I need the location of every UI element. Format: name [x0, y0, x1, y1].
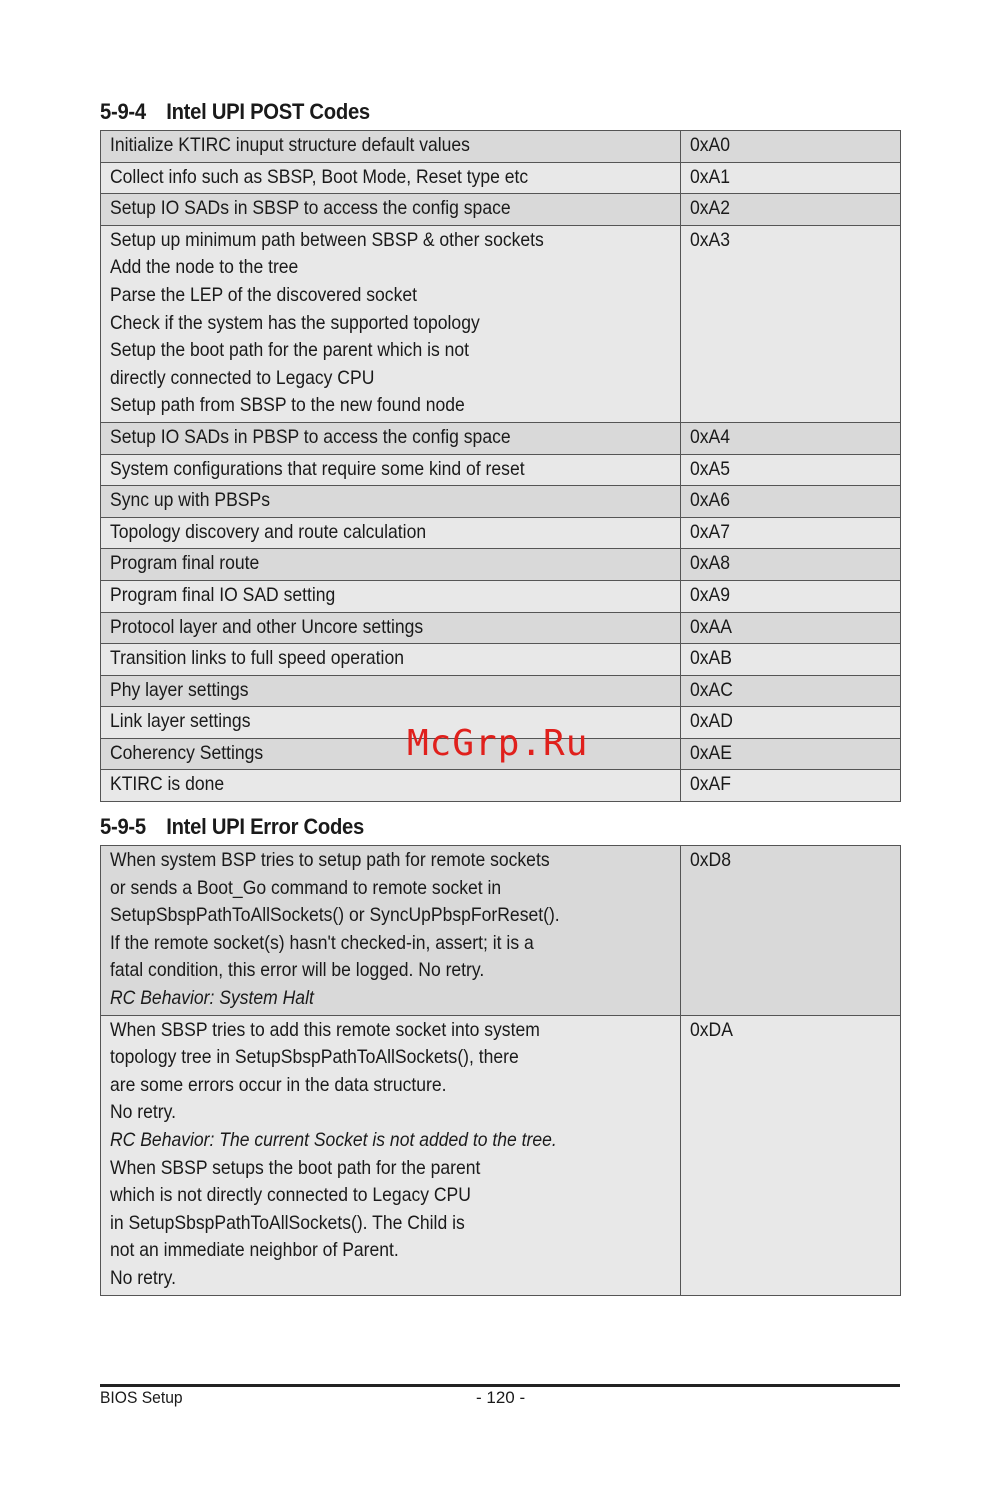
table-row — [101, 131, 901, 163]
table-row — [101, 675, 901, 707]
description-cell — [101, 1015, 681, 1295]
post-codes-table — [100, 130, 901, 802]
description-line: are some errors occur in the data structure. — [110, 1073, 447, 1096]
description-cell — [101, 770, 681, 802]
description-line: Setup IO SADs in PBSP to access the config space — [110, 425, 511, 448]
page-number: - 120 - — [476, 1388, 526, 1407]
table-row — [101, 517, 901, 549]
table-row — [101, 162, 901, 194]
description-line: not an immediate neighbor of Parent. — [110, 1239, 399, 1262]
table-row — [101, 644, 901, 676]
post-code-value: 0xAE — [690, 741, 732, 764]
description-cell — [101, 422, 681, 454]
description-line: Setup path from SBSP to the new found node — [110, 394, 465, 417]
footer-section-name: BIOS Setup — [100, 1388, 183, 1407]
post-code-value: 0xAA — [690, 615, 732, 638]
description-line: RC Behavior: System Halt — [110, 986, 314, 1009]
description-cell — [101, 675, 681, 707]
description-line: Collect info such as SBSP, Boot Mode, Reset type etc — [110, 165, 529, 188]
description-line: Phy layer settings — [110, 678, 249, 701]
code-cell — [681, 644, 901, 676]
footer-divider — [100, 1384, 900, 1387]
description-line: Initialize KTIRC inuput structure default values — [110, 134, 470, 156]
code-cell — [681, 162, 901, 194]
code-cell — [681, 131, 901, 163]
post-code-value: 0xAC — [690, 678, 733, 701]
description-line: Program final IO SAD setting — [110, 583, 336, 606]
description-line: or sends a Boot_Go command to remote socket in — [110, 876, 502, 899]
code-cell — [681, 422, 901, 454]
post-codes-body — [101, 131, 901, 802]
code-cell — [681, 549, 901, 581]
code-cell — [681, 1015, 901, 1295]
table-row — [101, 194, 901, 226]
code-cell — [681, 738, 901, 770]
table-row — [101, 846, 901, 1016]
post-section-number: 5-9-4 — [100, 99, 146, 124]
error-section-title: Intel UPI Error Codes — [166, 814, 365, 839]
code-cell — [681, 846, 901, 1016]
error-codes-table — [100, 845, 901, 1296]
description-line: Protocol layer and other Uncore settings — [110, 615, 424, 638]
description-line: which is not directly connected to Legacy CPU — [110, 1184, 471, 1207]
description-line: Transition links to full speed operation — [110, 647, 404, 670]
description-line: No retry. — [110, 1101, 176, 1124]
description-cell — [101, 194, 681, 226]
code-cell — [681, 225, 901, 422]
post-code-value: 0xA0 — [690, 134, 731, 156]
description-line: directly connected to Legacy CPU — [110, 366, 375, 389]
post-code-value: 0xAF — [690, 773, 731, 796]
description-line: Setup up minimum path between SBSP & other sockets — [110, 228, 544, 251]
description-cell — [101, 454, 681, 486]
description-line: Add the node to the tree — [110, 256, 299, 279]
description-cell — [101, 846, 681, 1016]
post-code-value: 0xA2 — [690, 197, 731, 220]
description-line: When system BSP tries to setup path for remote sockets — [110, 849, 550, 871]
description-cell — [101, 549, 681, 581]
description-cell — [101, 738, 681, 770]
watermark: McGrp.Ru — [407, 723, 589, 764]
description-line: in SetupSbspPathToAllSockets(). The Child is — [110, 1211, 465, 1234]
code-cell — [681, 612, 901, 644]
description-line: When SBSP tries to add this remote socket into system — [110, 1018, 540, 1041]
code-cell — [681, 675, 901, 707]
post-code-value: 0xD8 — [690, 849, 731, 871]
description-line: Parse the LEP of the discovered socket — [110, 283, 417, 306]
post-code-value: 0xAB — [690, 647, 732, 670]
description-line: Link layer settings — [110, 710, 251, 733]
post-code-value: 0xA7 — [690, 520, 731, 543]
post-code-value: 0xDA — [690, 1018, 733, 1041]
description-line: System configurations that require some kind of reset — [110, 457, 525, 480]
table-row — [101, 454, 901, 486]
table-row — [101, 225, 901, 422]
code-cell — [681, 194, 901, 226]
code-cell — [681, 707, 901, 739]
post-code-value: 0xA6 — [690, 489, 731, 512]
code-cell — [681, 517, 901, 549]
table-row — [101, 1015, 901, 1295]
description-cell — [101, 707, 681, 739]
table-row — [101, 612, 901, 644]
error-codes-body — [101, 846, 901, 1296]
description-line: Program final route — [110, 552, 260, 575]
description-cell — [101, 517, 681, 549]
post-code-value: 0xA4 — [690, 425, 731, 448]
table-row — [101, 580, 901, 612]
table-row — [101, 422, 901, 454]
description-line: Setup the boot path for the parent which is not — [110, 339, 470, 362]
error-section-number: 5-9-5 — [100, 814, 146, 839]
description-cell — [101, 612, 681, 644]
description-line: Coherency Settings — [110, 741, 264, 764]
description-line: When SBSP setups the boot path for the parent — [110, 1156, 481, 1179]
description-cell — [101, 225, 681, 422]
description-line: Sync up with PBSPs — [110, 489, 270, 512]
description-line: RC Behavior: The current Socket is not added to the tree. — [110, 1128, 557, 1151]
description-line: Setup IO SADs in SBSP to access the config space — [110, 197, 511, 220]
description-line: Topology discovery and route calculation — [110, 520, 427, 543]
code-cell — [681, 580, 901, 612]
description-line: No retry. — [110, 1266, 176, 1289]
post-code-value: 0xA5 — [690, 457, 731, 480]
description-cell — [101, 580, 681, 612]
description-cell — [101, 131, 681, 163]
post-code-value: 0xA8 — [690, 552, 731, 575]
post-code-value: 0xA9 — [690, 583, 731, 606]
description-cell — [101, 486, 681, 518]
post-section-title: Intel UPI POST Codes — [166, 99, 370, 124]
description-line: SetupSbspPathToAllSockets() or SyncUpPbspForReset(). — [110, 904, 560, 927]
error-codes-heading — [100, 814, 364, 840]
code-cell — [681, 454, 901, 486]
table-row — [101, 770, 901, 802]
code-cell — [681, 770, 901, 802]
post-code-value: 0xA3 — [690, 228, 731, 251]
description-line: KTIRC is done — [110, 773, 225, 796]
code-cell — [681, 486, 901, 518]
description-line: fatal condition, this error will be logged. No retry. — [110, 959, 485, 982]
post-code-value: 0xAD — [690, 710, 733, 733]
description-cell — [101, 644, 681, 676]
description-cell — [101, 162, 681, 194]
post-codes-heading — [100, 99, 370, 125]
table-row — [101, 486, 901, 518]
description-line: Check if the system has the supported topology — [110, 311, 480, 334]
table-row — [101, 549, 901, 581]
description-line: topology tree in SetupSbspPathToAllSockets(), there — [110, 1046, 519, 1069]
post-code-value: 0xA1 — [690, 165, 731, 188]
description-line: If the remote socket(s) hasn't checked-in, assert; it is a — [110, 931, 534, 954]
